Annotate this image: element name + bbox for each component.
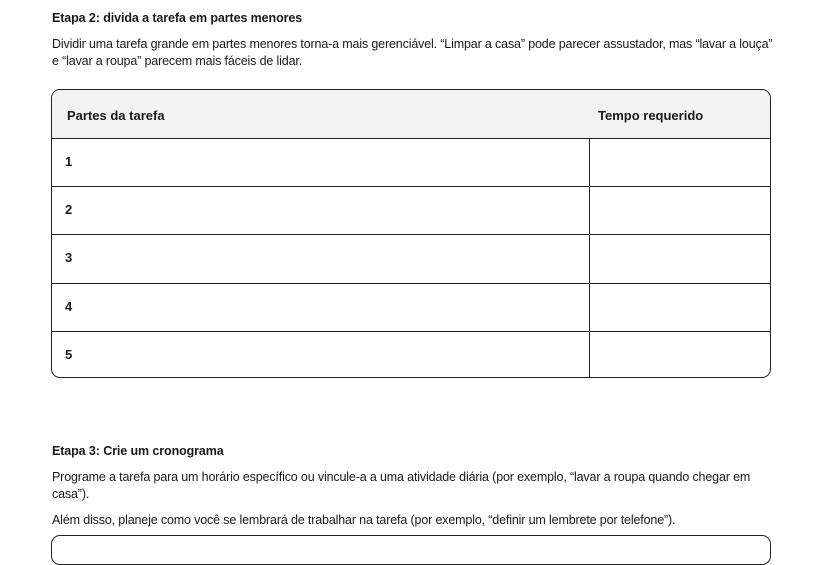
table-row[interactable] xyxy=(52,187,770,235)
row-number: 5 xyxy=(65,346,73,362)
table-header xyxy=(52,90,770,139)
step3-paragraph-reminder: Além disso, planeje como você se lembrará de trabalhar na tarefa (por exemplo, “definir um lembrete por telefone”). xyxy=(52,513,676,527)
row-number: 4 xyxy=(65,298,73,314)
table-row[interactable] xyxy=(52,235,770,283)
row-number: 3 xyxy=(65,250,73,266)
step2-paragraph: Dividir uma tarefa grande em partes menores torna-a mais gerenciável. “Limpar a casa” pode parecer assustador, mas “lavar a louça” e “lavar a roupa” parecem mais fáceis de lidar. xyxy=(52,37,773,68)
step3-heading: Etapa 3: Crie um cronograma xyxy=(52,444,224,458)
task-parts-table xyxy=(51,89,771,378)
table-row[interactable] xyxy=(52,332,770,378)
table-row[interactable] xyxy=(52,139,770,187)
row-number: 1 xyxy=(65,154,73,169)
column-header-task-parts: Partes da tarefa xyxy=(67,108,165,123)
row-number: 2 xyxy=(65,202,73,218)
column-header-time-required: Tempo requerido xyxy=(598,108,704,123)
reminder-table[interactable] xyxy=(51,535,771,565)
column-divider xyxy=(589,139,590,377)
step3-paragraph-schedule: Programe a tarefa para um horário específico ou vincule-a a uma atividade diária (por exemplo, “lavar a roupa quando chegar em casa”). xyxy=(52,470,751,501)
table-row[interactable] xyxy=(52,284,770,332)
step2-heading: Etapa 2: divida a tarefa em partes menores xyxy=(52,11,303,25)
